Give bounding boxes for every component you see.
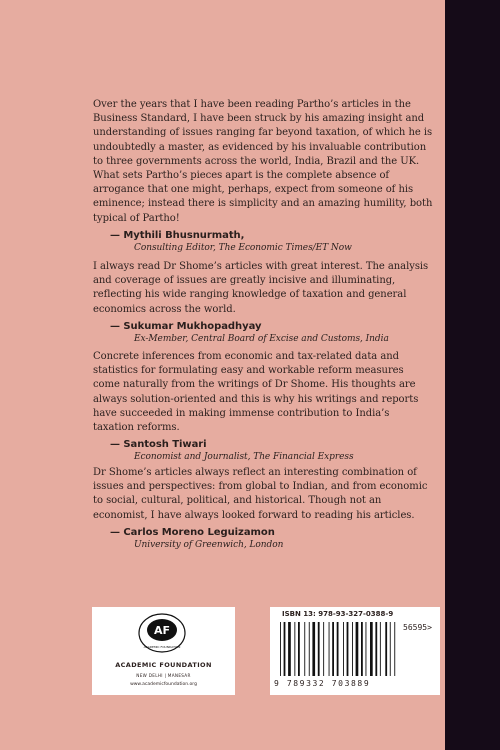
publisher-website: www.academicfoundation.org	[130, 682, 197, 687]
quote-text: Over the years that I have been reading Partho’s articles in the Business Standard, I have been struck by his amazing insight and understanding of issues ranging far beyond taxation, of which he is undoubtedly a master, as evidenced by his invaluable contribution to three governments across the world, India, Brazil and the UK. What sets Partho’s pieces apart is the complete absence of arrogance that one might, perhaps, expect from someone of his eminence; instead there is simplicity and an amazing humility, both typical of Partho!	[93, 99, 433, 224]
quote-author-role: Economist and Journalist, The Financial Express	[134, 452, 354, 463]
quote-block	[93, 466, 433, 551]
quote-attribution	[110, 438, 433, 463]
quote-author-role: University of Greenwich, London	[134, 539, 284, 550]
quote-attribution	[110, 229, 433, 254]
quote-attribution	[110, 320, 433, 345]
barcode-block	[270, 607, 440, 695]
quote-attribution	[110, 526, 433, 551]
quote-block	[93, 350, 433, 463]
price-code: 56595>	[403, 623, 432, 632]
logo-letters: AF	[153, 624, 171, 637]
quote-author: — Santosh Tiwari	[110, 439, 207, 451]
book-spine	[445, 0, 500, 750]
publisher-block	[92, 607, 235, 695]
quote-author-role: Ex-Member, Central Board of Excise and Customs, India	[134, 333, 389, 344]
isbn-label: ISBN 13: 978-93-327-0388-9	[282, 610, 394, 618]
logo-ring-text: ACADEMIC FOUNDATION	[143, 645, 181, 649]
publisher-name: ACADEMIC FOUNDATION	[115, 661, 212, 669]
barcode-icon	[280, 622, 398, 678]
quote-author: — Carlos Moreno Leguizamon	[110, 526, 275, 538]
publisher-places: NEW DELHI | MANESAR	[136, 673, 191, 678]
quote-author: — Mythili Bhusnurmath,	[110, 229, 245, 241]
quote-author-role: Consulting Editor, The Economic Times/ET Now	[134, 242, 352, 253]
quote-text: Concrete inferences from economic and tax-related data and statistics for formulating easy and workable reform measures come naturally from the writings of Dr Shome. His thoughts are always solution-oriented and this is why his writings and reports have succeeded in making immense contribution to India’s taxation reforms.	[93, 351, 419, 434]
quote-text: Dr Shome’s articles always reflect an interesting combination of issues and perspectives: from global to Indian, and from economic to social, cultural, political, and historical. Though not an economist, I have always looked forward to reading his articles.	[93, 467, 428, 521]
barcode-number: 9 789332 703889	[274, 679, 371, 688]
quote-text: I always read Dr Shome’s articles with great interest. The analysis and coverage of issues are greatly incisive and illuminating, reflecting his wide ranging knowledge of taxation and general economics across the world.	[93, 261, 429, 315]
quote-author: — Sukumar Mukhopadhyay	[110, 320, 262, 332]
quote-block	[93, 260, 433, 345]
publisher-logo-icon	[137, 612, 187, 654]
quote-block	[93, 98, 433, 254]
